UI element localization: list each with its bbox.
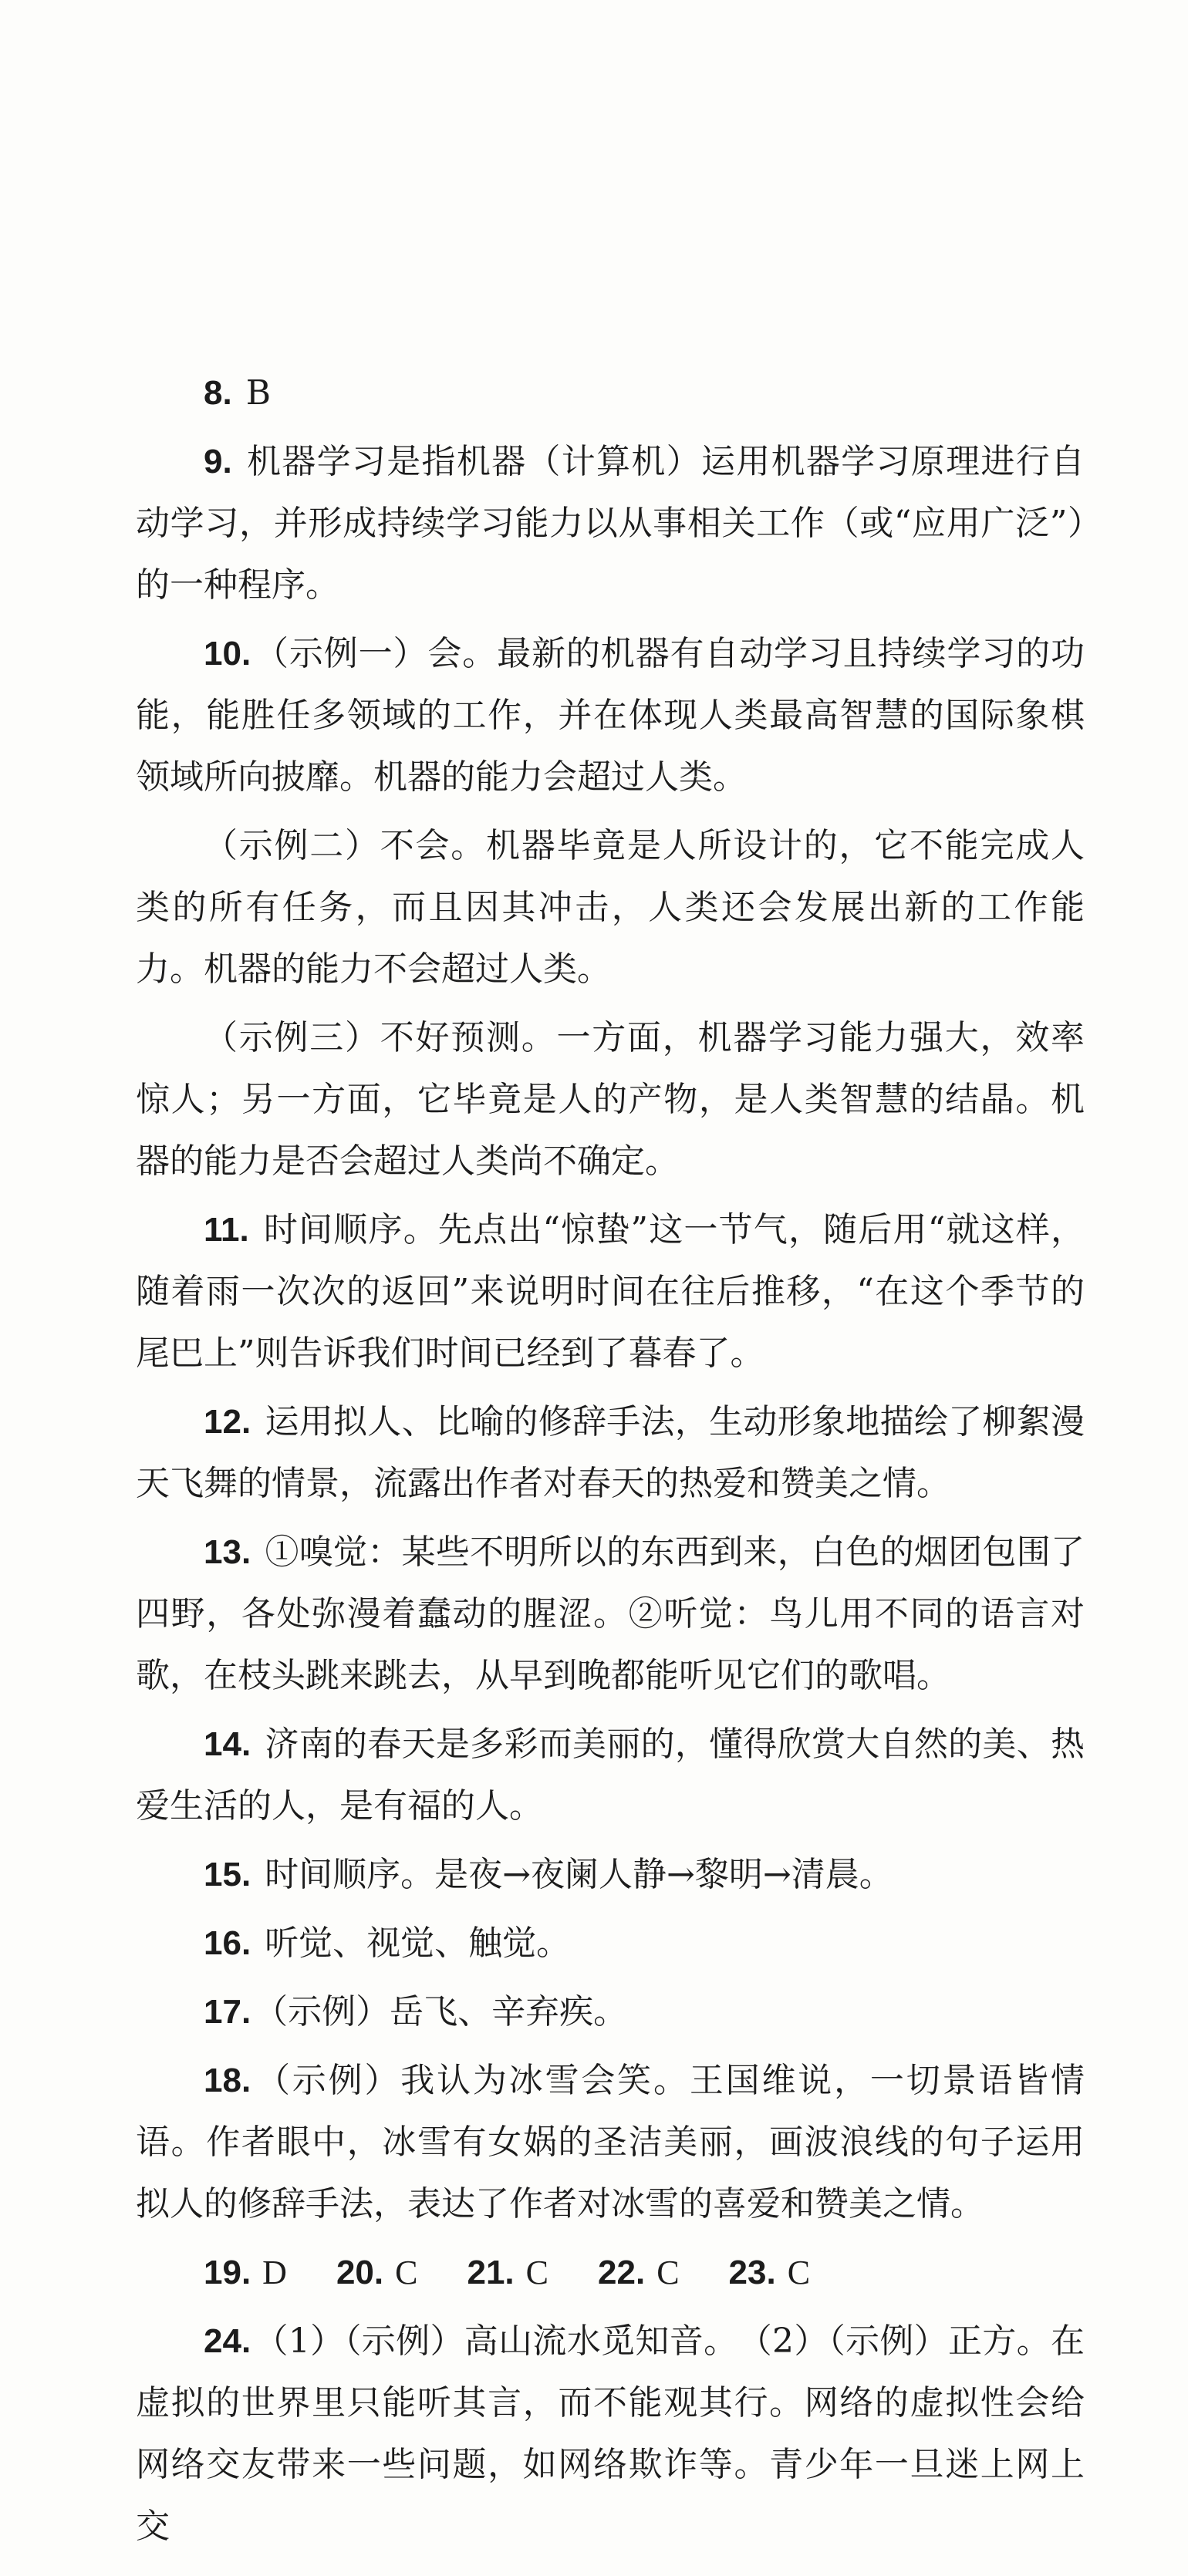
answer-text: 听觉、视觉、触觉。 [254,1924,571,1963]
answer-text: C [386,2254,418,2291]
answers-19-23 [136,2242,1085,2304]
answer-9 [136,431,1085,616]
answer-12 [136,1391,1085,1515]
question-number: 14. [204,1725,251,1763]
question-number: 20. [336,2254,384,2291]
answer-text: 运用拟人、比喻的修辞手法，生动形象地描绘了柳絮漫天飞舞的情景，流露出作者对春天的热爱和赞美之情。 [136,1402,1085,1503]
answer-text: （示例）岳飞、辛弃疾。 [254,1992,628,2031]
answer-text: 时间顺序。是夜→夜阑人静→黎明→清晨。 [254,1855,893,1894]
answer-16 [136,1913,1085,1974]
question-number: 23. [728,2254,776,2291]
answer-13 [136,1522,1085,1707]
question-number: 22. [598,2254,646,2291]
answer-17 [136,1981,1085,2043]
answer-text: C [648,2254,680,2291]
answer-text: B [235,373,272,413]
answer-text: C [778,2254,811,2291]
question-number: 17. [204,1993,251,2031]
answer-14 [136,1714,1085,1837]
answer-10-example-2: （示例二）不会。机器毕竟是人所设计的，它不能完成人类的所有任务，而且因其冲击，人类还会发展出新的工作能力。机器的能力不会超过人类。 [136,826,1085,989]
answer-11 [136,1199,1085,1384]
question-number: 11. [204,1211,249,1249]
answer-22 [598,2254,680,2291]
answer-21 [467,2254,548,2291]
question-number: 21. [467,2254,515,2291]
question-number: 9. [204,443,232,480]
answer-10 [136,623,1085,808]
question-number: 8. [204,374,232,412]
question-number: 16. [204,1924,251,1962]
answer-15 [136,1844,1085,1906]
answer-text: ①嗅觉：某些不明所以的东西到来，白色的烟团包围了四野，各处弥漫着蠢动的腥涩。②听觉：鸟儿用不同的语言对歌，在枝头跳来跳去，从早到晚都能听见它们的歌唱。 [136,1532,1085,1695]
answer-text: 机器学习是指机器（计算机）运用机器学习原理进行自动学习，并形成持续学习能力以从事相关工作（或“应用广泛”）的一种程序。 [136,442,1085,605]
answer-10-example-3: （示例三）不好预测。一方面，机器学习能力强大，效率惊人；另一方面，它毕竟是人的产物，是人类智慧的结晶。机器的能力是否会超过人类尚不确定。 [136,1018,1085,1181]
answer-text: （示例一）会。最新的机器有自动学习且持续学习的功能，能胜任多领域的工作，并在体现人类最高智慧的国际象棋领域所向披靡。机器的能力会超过人类。 [136,634,1085,797]
answer-8 [136,362,1085,424]
question-number: 12. [204,1403,251,1441]
answer-text: （1）（示例）高山流水觅知音。 （2）（示例）正方。在虚拟的世界里只能听其言，而不能观其行。网络的虚拟性会给网络交友带来一些问题，如网络欺诈等。青少年一旦迷上网上交 [136,2321,1085,2546]
question-number: 18. [204,2062,251,2099]
answer-text: （示例）我认为冰雪会笑。王国维说，一切景语皆情语。作者眼中，冰雪有女娲的圣洁美丽，画波浪线的句子运用拟人的修辞手法，表达了作者对冰雪的喜爱和赞美之情。 [136,2061,1085,2224]
question-number: 19. [204,2254,251,2291]
question-number: 24. [204,2322,251,2360]
question-number: 13. [204,1533,251,1571]
answer-text: 济南的春天是多彩而美丽的，懂得欣赏大自然的美、热爱生活的人，是有福的人。 [136,1725,1085,1826]
answer-19 [204,2254,287,2291]
question-number: 10. [204,635,251,673]
answer-text: 时间顺序。先点出“惊蛰”这一节气，随后用“就这样，随着雨一次次的返回”来说明时间在往后推移，“在这个季节的尾巴上”则告诉我们时间已经到了暮春了。 [136,1210,1085,1373]
answer-text: C [517,2254,549,2291]
answer-24 [136,2311,1085,2557]
answer-text: D [254,2254,287,2291]
answer-23 [729,2254,811,2291]
answer-page [136,362,1085,2564]
answer-18 [136,2050,1085,2235]
answer-20 [336,2254,418,2291]
question-number: 15. [204,1856,251,1893]
